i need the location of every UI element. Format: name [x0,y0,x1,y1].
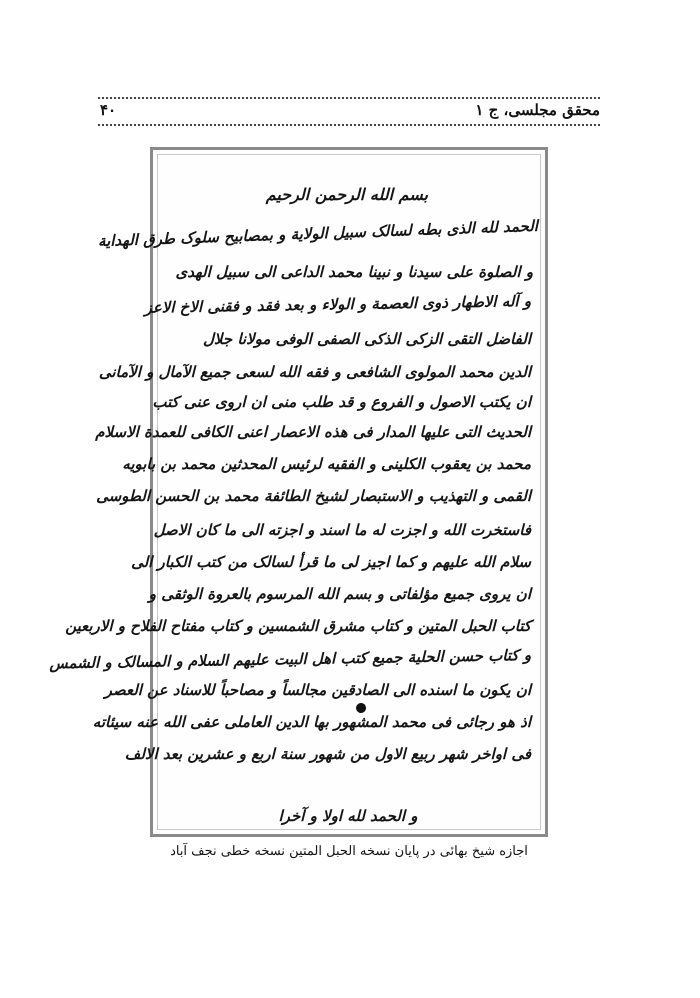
manuscript-line: الفاضل التقی الزکی الذکی الصفی الوفی مولانا جلال [202,330,531,348]
manuscript-line: و الصلوة علی سیدنا و نبینا محمد الداعی الی سبیل الهدی [175,263,533,281]
manuscript-image [49,147,548,837]
figure-caption: اجازه شیخ بهائی در پایان نسخه الحبل المتین نسخه خطی نجف آباد [170,844,528,859]
manuscript-line: محمد بن یعقوب الکلینی و الفقیه لرئیس المحدثین محمد بن بابویه [122,455,531,473]
header-rule-top [98,97,600,99]
running-title: محقق مجلسی، ج ۱ [475,101,600,119]
manuscript-line: اذ هو رجائی فی محمد المشهور بها الدین العاملی عفی الله عنه سیئاته [92,713,531,731]
manuscript-line: الحدیث التی علیها المدار فی هذه الاعصار اعنی الکافی للعمدة الاسلام [95,423,531,441]
manuscript-line: سلام الله علیهم و کما اجیز لی ما قرأ لسالک من کتب الکبار الی [131,553,531,571]
manuscript-inner-border [49,154,541,830]
manuscript-line: و آله الاطهار ذوی العصمة و الولاء و بعد فقد و فقنی الاخ الاعز [144,292,532,317]
manuscript-line: و کتاب حسن الحلیة جمیع کتب اهل البیت علیهم السلام و المسالک و الشمس [49,646,532,673]
manuscript-line: کتاب الحبل المتین و کتاب مشرق الشمسین و کتاب مفتاح الفلاح و الاربعین [65,617,531,635]
manuscript-basmala: بسم الله الرحمن الرحیم [265,185,428,204]
manuscript-closing-line: و الحمد لله اولا و آخرا [278,807,418,825]
page-number: ۴۰ [100,101,117,119]
manuscript-line: ان یکون ما اسنده الی الصادقین مجالساً و مصاحباً للاسناد عن العصر [104,681,531,699]
manuscript-line: ان یکتب الاصول و الفروع و قد طلب منی ان اروی عنی کتب [152,393,531,411]
manuscript-line: فاستخرت الله و اجزت له ما اسند و اجزته الی ما کان الاصل [153,521,531,539]
manuscript-line: الدین محمد المولوی الشافعی و فقه الله لسعی جمیع الآمال و الآمانی [98,363,531,381]
manuscript-line: الحمد لله الذی بطه لسالک سبیل الولایة و بمصابیح سلوک طرق الهدایة [97,216,539,251]
header-rule-bottom [98,124,600,126]
manuscript-line: ان یروی جمیع مؤلفاتی و بسم الله المرسوم بالعروة الوثقی و [148,585,531,603]
manuscript-line: القمی و التهذیب و الاستبصار لشیخ الطائفة محمد بن الحسن الطوسی [96,487,531,505]
manuscript-line: فی اواخر شهر ربیع الاول من شهور سنة اربع و عشرین بعد الالف [124,745,531,763]
